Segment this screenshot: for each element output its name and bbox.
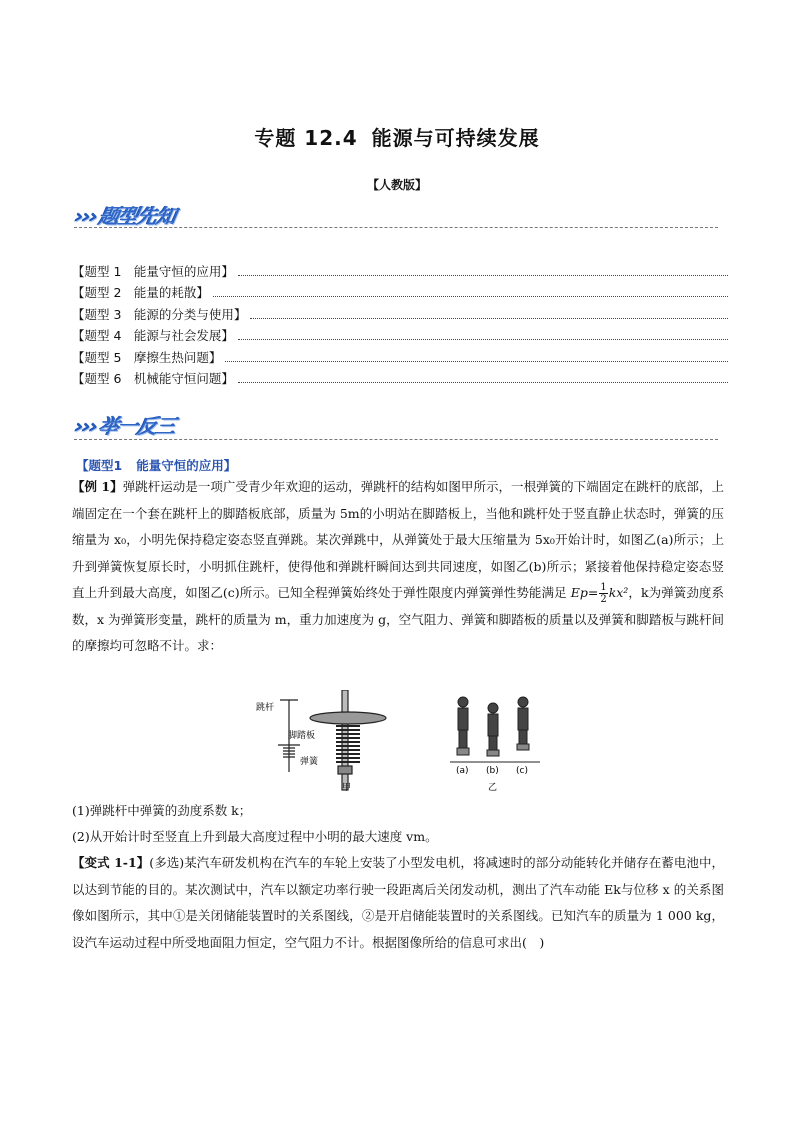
svg-text:(a): (a) [456,766,469,776]
svg-text:弹簧: 弹簧 [300,757,319,767]
svg-text:甲: 甲 [342,783,352,793]
figure-pogo-stick [250,690,550,795]
toc-item[interactable]: 【题型 1 能量守恒的应用】 [72,258,728,280]
fraction: $\frac{1}{2}$ [600,582,607,605]
example-paragraph: 【例 1】弹跳杆运动是一项广受青少年欢迎的运动，弹跳杆的结构如图甲所示，一根弹簧的下端固定在跳杆的底部，上端固定在一个套在跳杆上的脚踏板底部，质量为 5m的小明站在脚踏板上，当他和跳杆处于竖直静止状态时，弹簧的压缩量为 x₀，小明先保持稳定姿态竖直弹跳。某次弹跳中，从弹簧处于最大压缩量为 5x₀开始计时，如图乙(a)所示；上升到弹簧恢复原长时，小明抓住跳杆，使得他和弹跳杆瞬间达到共同速度，如图乙(b)所示；紧接着他保持稳定姿态竖直上升到最大高度，如图乙(c)所示。已知全程弹簧始终处于弹性限度内弹簧弹性势能满足 Ep= $\frac{1}{2}$ kx²，k为弹簧劲度系数，x 为弹簧形变量，跳杆的质量为 m，重力加速度为 g，空气阻力、弹簧和脚踏板的质量以及弹簧和脚踏板与跳杆间的摩擦均可忽略不计。求： [72,479,724,653]
divider [74,227,718,228]
figure-drawing [250,690,550,795]
page-title: 专题 12.4 能源与可持续发展 [254,126,540,150]
question-2: (2)从开始计时至竖直上升到最大高度过程中小明的最大速度 vm。 [72,829,438,844]
toc-item[interactable]: 【题型 3 能源的分类与使用】 [72,301,728,323]
leader-dots [238,381,728,383]
leader-dots [250,317,728,319]
divider [74,439,718,440]
variant-paragraph: 【变式 1-1】(多选)某汽车研发机构在汽车的车轮上安装了小型发电机，将减速时的部分动能转化并储存在蓄电池中，以达到节能的目的。某次测试中，汽车以额定功率行驶一段距离后关闭发动机，测出了汽车动能 Ek与位移 x 的关系图像如图所示，其中①是关闭储能装置时的关系图线，②是开启储能装置时的关系图线。已知汽车的质量为 1 000 kg，设汽车运动过程中所受地面阻力恒定，空气阻力不计。根据图像所给的信息可求出( ) [72,855,724,950]
toc-item[interactable]: 【题型 2 能量的耗散】 [72,280,728,302]
toc-item[interactable]: 【题型 5 摩擦生热问题】 [72,344,728,366]
svg-text:(c): (c) [516,766,528,776]
edition-label: 【人教版】 [366,178,427,192]
leader-dots [225,360,728,362]
toc-item[interactable]: 【题型 4 能源与社会发展】 [72,323,728,345]
toc-list [72,258,728,387]
question-1: (1)弹跳杆中弹簧的劲度系数 k； [72,803,252,818]
toc-item[interactable]: 【题型 6 机械能守恒问题】 [72,366,728,388]
leader-dots [238,274,728,276]
variant-label: 【变式 1-1】 [72,855,150,870]
leader-dots [238,338,728,340]
example-label: 【例 1】 [72,479,123,494]
svg-text:脚踏板: 脚踏板 [288,731,316,741]
leader-dots [213,295,728,297]
banner-preview: ›››题型先知 [73,204,178,228]
arrow-icon: ››› [73,204,100,228]
banner-practice: ›››举一反三 [73,414,178,438]
arrow-icon: ››› [73,414,100,438]
svg-text:(b): (b) [486,766,499,776]
section-heading: 【题型1 能量守恒的应用】 [76,458,237,473]
svg-text:乙: 乙 [488,783,498,793]
svg-text:跳杆: 跳杆 [256,703,275,713]
